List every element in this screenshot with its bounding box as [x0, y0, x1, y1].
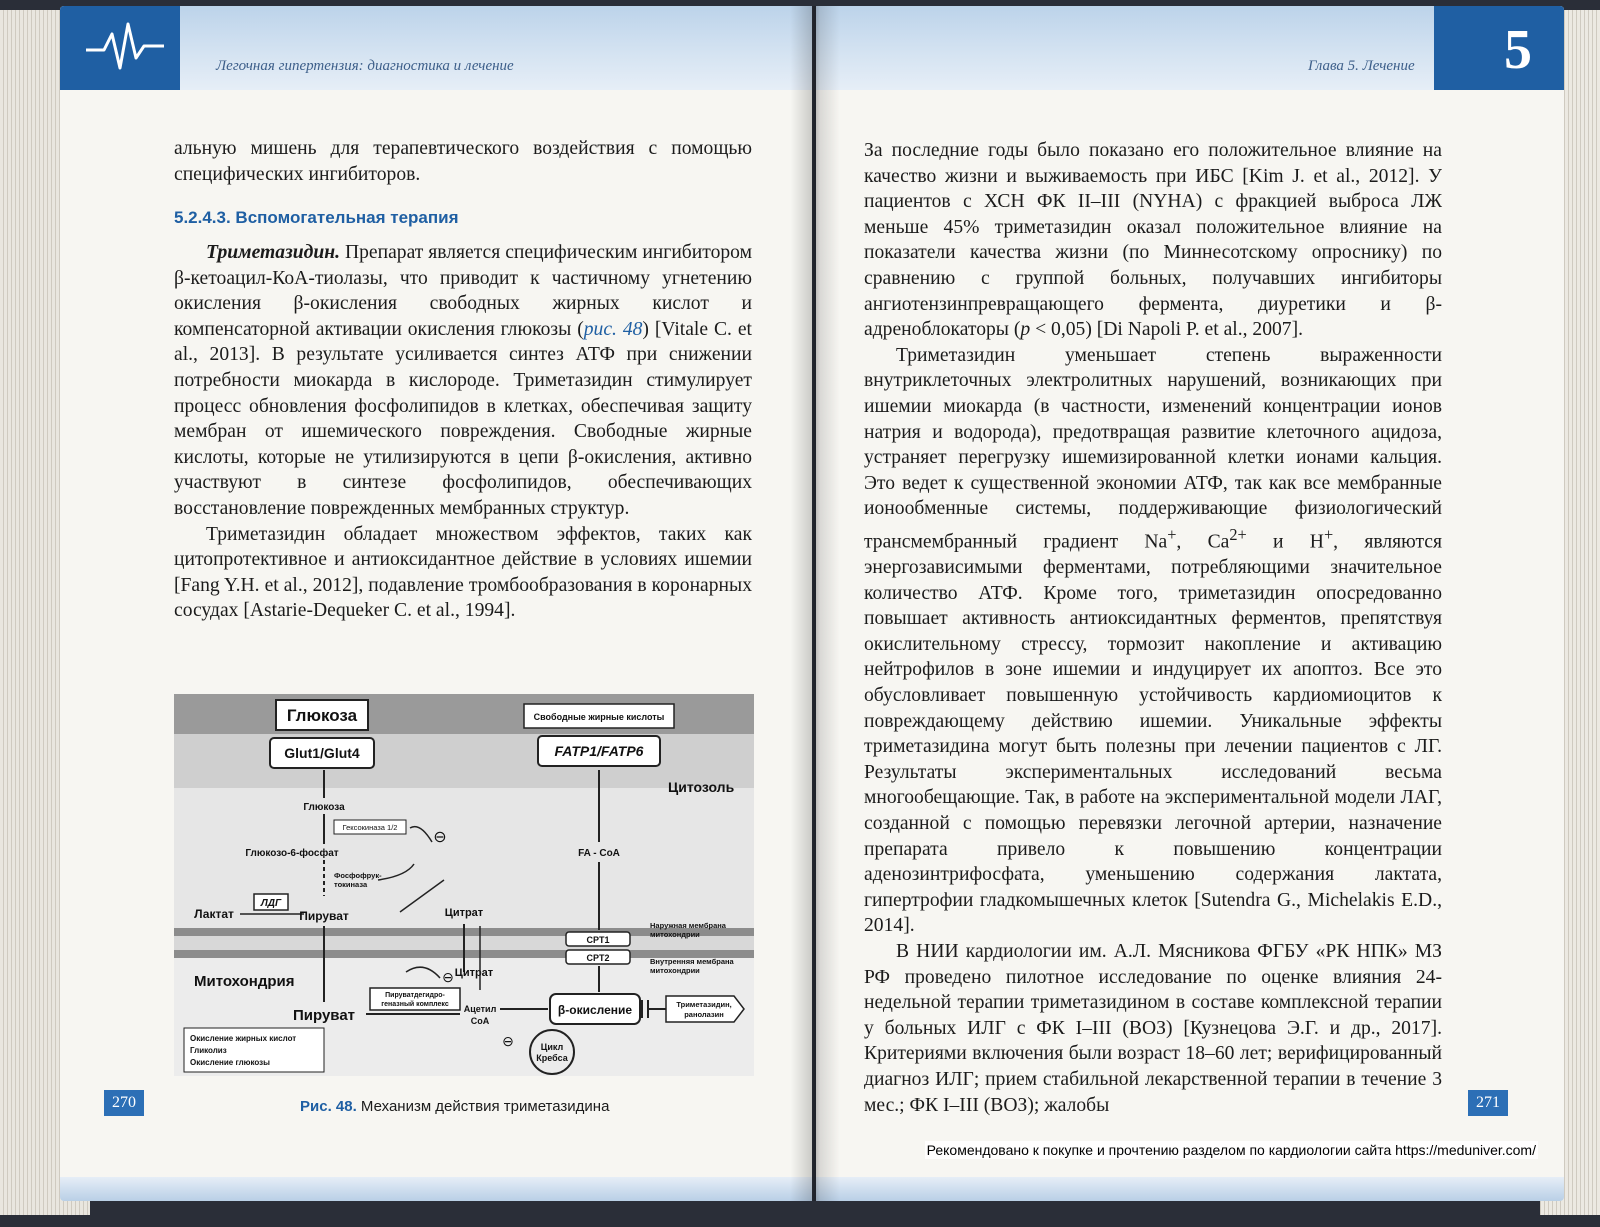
paragraph-effects: Триметазидин обладает множеством эффектов, таких как цитопротективное и антиоксидантное действие в условиях ишемии [Fang Y.H. et al., 2012], подавление тромбообразования в коронарных сосудах [Astarie-Dequeker C. et al., 1994].	[174, 523, 752, 622]
section-heading: 5.2.4.3. Вспомогательная терапия	[174, 208, 459, 227]
legend-item-glucose-oxidation: Окисление глюкозы	[190, 1058, 270, 1067]
figure-caption: Рис. 48. Механизм действия триметазидина	[300, 1098, 610, 1115]
fatp-label: FATP1/FATP6	[554, 743, 644, 759]
legend-item-glycolysis: Гликолиз	[190, 1046, 227, 1055]
paragraph-quality-of-life: За последние годы было показано его положительное влияние на качество жизни и выживаемость при ИБС [Kim J. et al., 2012]. У пациентов с ХСН ФК II–III (NYHA) с фракцией выброса ЛЖ меньше 45% триметазидин оказал положительное влияние на показатели качества жизни (по Миннесотскому опроснику) по сравнению с группой больных, получавших ингибиторы ангиотензинпревращающего фермента, диуретики и β-адреноблокаторы (p < 0,05) [Di Napoli P. et al., 2007].	[864, 140, 1442, 341]
mechanism-diagram	[174, 694, 754, 1076]
hexokinase-label: Гексокиназа 1/2	[342, 823, 398, 832]
glut-label: Glut1/Glut4	[284, 745, 360, 761]
acetyl-label-2: CoA	[470, 1016, 490, 1026]
chapter-number: 5	[1504, 19, 1532, 81]
citrate-mid-label: Цитрат	[454, 967, 494, 979]
left-header-accent	[60, 6, 180, 90]
book-gutter	[790, 6, 840, 1201]
g6p-label: Глюкозо-6-фосфат	[245, 848, 339, 859]
left-continued-paragraph: альную мишень для терапевтического воздействия с помощью специфических ингибиторов.	[174, 138, 752, 185]
krebs-label-2: Кребса	[536, 1053, 568, 1063]
right-page-number: 271	[1468, 1090, 1508, 1116]
paragraph-pilot-study: В НИИ кардиологии им. А.Л. Мясникова ФГБУ «РК НПК» МЗ РФ проведено пилотное исследование по оценке влияния 24-недельной терапии триметазидином в составе комплексной терапии у больных ИЛГ с ФК I–III (ВОЗ) [Кузнецова Э.Г. и др., 2017]. Критериями включения были возраст 18–60 лет; верифицированный диагноз ИЛГ; прием стабильной лекарственной терапии в течение 3 мес.; ФК I–III (ВОЗ); жалобы	[864, 940, 1442, 1116]
pfk-label-1: Фосфофрук-	[334, 871, 382, 880]
cpt2-label: CPT2	[586, 953, 610, 963]
inner-membrane-label-2: митохондрии	[650, 966, 700, 975]
figure-reference-link[interactable]: рис. 48	[583, 318, 643, 340]
outer-membrane-label-1: Наружная мембрана	[650, 921, 726, 930]
left-page	[60, 6, 812, 1201]
right-page	[816, 6, 1564, 1201]
left-main-text	[174, 240, 752, 624]
pdh-label-2: геназный комплекс	[381, 1001, 449, 1008]
ffa-label: Свободные жирные кислоты	[533, 712, 665, 722]
acetyl-label-1: Ацетил	[463, 1004, 497, 1014]
ldh-label: ЛДГ	[260, 898, 282, 909]
right-header-accent	[1434, 6, 1564, 90]
inhibition-icon: ⊖	[442, 969, 454, 985]
inhibition-icon: ⊖	[502, 1033, 514, 1049]
left-footer-strip	[60, 1177, 812, 1201]
watermark-text: Рекомендовано к покупке и прочтению разделом по кардиологии сайта https://meduniver.com/	[926, 1142, 1536, 1158]
pyruvate-label: Пируват	[299, 909, 349, 923]
glucose-label: Глюкоза	[286, 706, 358, 725]
right-running-head: Глава 5. Лечение	[1308, 58, 1415, 74]
mitochondria-label: Митохондрия	[194, 973, 295, 990]
paragraph-trimetazidine: Триметазидин. Препарат является специфическим ингибитором β-кетоацил-КоА-тиолазы, что приводит к частичному угнетению окисления β-окисления свободных жирных кислот и компенсаторной активации окисления глюкозы (рис. 48) [Vitale C. et al., 2013]. В результате усиливается синтез АТФ при снижении потребности миокарда в кислороде. Триметазидин стимулирует процесс обновления фосфолипидов в клетках, обеспечивая защиту мембран от ишемического повреждения. Свободные жирные кислоты, которые не утилизируются в цепи β-окисления, активно участвуют в синтезе фосфолипидов, обеспечивающих восстановление поврежденных мембранных структур.	[174, 242, 752, 519]
trimetazidine-label-2: ранолазин	[684, 1010, 724, 1019]
inhibition-icon: ⊖	[433, 829, 447, 846]
left-page-number: 270	[104, 1090, 144, 1116]
cytosol-label: Цитозоль	[668, 779, 735, 795]
right-footer-strip	[816, 1177, 1564, 1201]
trimetazidine-label-1: Триметазидин,	[676, 1000, 732, 1009]
inner-membrane-label-1: Внутренняя мембрана	[650, 957, 734, 966]
right-main-text	[864, 138, 1442, 1118]
glucose-small-label: Глюкоза	[303, 802, 345, 813]
heartbeat-icon	[60, 6, 180, 90]
citrate-top-label: Цитрат	[444, 907, 484, 919]
pfk-label-2: токиназа	[334, 880, 368, 889]
beta-oxidation-label: β-окисление	[557, 1003, 633, 1017]
krebs-label-1: Цикл	[540, 1042, 564, 1052]
cpt1-label: CPT1	[586, 935, 610, 945]
lactate-label: Лактат	[194, 907, 234, 921]
paragraph-electrolytes: Триметазидин уменьшает степень выраженности внутриклеточных электролитных нарушений, возникающих при ишемии миокарда (в частности, изменений концентрации ионов натрия и водорода), предотвращая развитие клеточного ацидоза, устраняет перегрузку ишемизированной клетки ионами кальция. Это ведет к существенной экономии АТФ, так как все мембранные ионообменные системы, поддерживающие физиологический трансмембранный градиент Na+, $Ca^{2+}$ и H+, являются энергозависимыми ферментами, потребляющими значительное количество АТФ. Кроме того, триметазидин опосредованно повышает активность антиоксидантных ферментов, препятствуя окислительному стрессу, тормозит накопление и активацию нейтрофилов в зоне ишемии и индуцирует их апоптоз. Все это обусловливает повышенную устойчивость кардиомиоцитов к повреждающему действию ишемии. Уникальные эффекты триметазидина могут быть полезны при лечении пациентов с ЛГ. Результаты экспериментальных исследований весьма многообещающие. Так, в работе на экспериментальной модели ЛАГ, созданной с помощью перевязки легочной артерии, назначение препарата привело к повышению концентрации аденозинтрифосфата, уменьшению содержания лактата, гипертрофии гладкомышечных клеток [Sutendra G., Michelakis E.D., 2014].	[864, 344, 1443, 937]
legend-item-fatty-acid: Окисление жирных кислот	[190, 1034, 297, 1043]
left-running-head: Легочная гипертензия: диагностика и лечение	[216, 58, 514, 74]
facoa-label: FA - CoA	[578, 848, 620, 859]
pdh-label-1: Пируватдегидро-	[385, 992, 445, 999]
outer-membrane-label-2: митохондрии	[650, 930, 700, 939]
pyruvate-big-label: Пируват	[292, 1007, 356, 1024]
